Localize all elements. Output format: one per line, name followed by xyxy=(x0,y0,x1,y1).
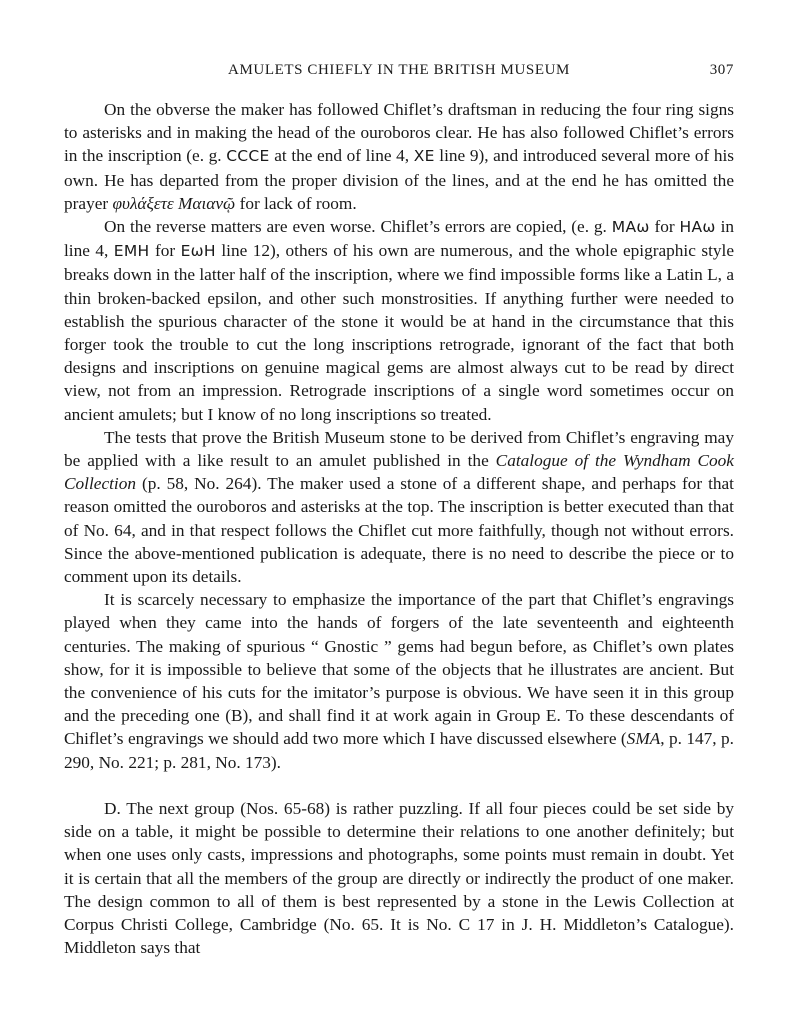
paragraph-chiflet-engravings xyxy=(64,588,734,774)
greek-inscription: CCCE xyxy=(226,147,270,166)
citation-abbrev: SMA xyxy=(626,729,661,749)
text-run: for lack of room. xyxy=(235,193,357,213)
text-run: The tests that prove the British Museum stone to be derived from Chiflet’s engraving may be applied with a like result to an amulet published in the xyxy=(64,427,734,471)
text-run: in line 4, xyxy=(64,217,735,261)
text-run: for xyxy=(149,241,181,261)
paragraph-obverse xyxy=(64,98,734,215)
greek-inscription: XE xyxy=(413,147,435,166)
text-run: (p. 58, No. 264). The maker used a stone of a different shape, and perhaps for that reason omitted the ouroboros and asterisks at the top. The inscription is better executed than that of No. 64, and in that respect follows the Chiflet cut more faithfully, though not without errors. Since the above-mentioned publication is adequate, there is no need to describe the piece or to comment upon its details. xyxy=(64,474,734,587)
running-header xyxy=(64,62,734,86)
page-number: 307 xyxy=(709,62,734,78)
body-text xyxy=(64,98,734,959)
text-run: On the reverse matters are even worse. Chiflet’s errors are copied, (e. g. xyxy=(104,217,612,237)
paragraph-group-d xyxy=(64,797,734,959)
running-title: AMULETS CHIEFLY IN THE BRITISH MUSEUM xyxy=(228,62,570,78)
paragraph-wyndham-cook xyxy=(64,426,734,588)
greek-inscription: EωH xyxy=(180,242,216,261)
text-run: at the end of line 4, xyxy=(269,146,414,166)
text-run: line 12), others of his own are numerous, and the whole epigraphic style breaks down in the latter half of the inscription, where we find impossible forms like a Latin L, a thin broken-backed epsilon, and other such monstrosities. If anything further were needed to establish the spurious character of the stone it would be at hand in the circumstance that this forger took the trouble to cut the long inscriptions retrograde, ignorant of the fact that both designs and inscriptions on genuine magical gems are almost always cut to be read by direct view, not from an impression. Retrograde inscriptions of a single word sometimes occur on ancient amulets; but I know of no long inscriptions so treated. xyxy=(64,241,734,424)
text-run: On the obverse the maker has followed Chiflet’s draftsman in reducing the four ring signs to asterisks and in making the head of the ouroboros clear. He has also followed Chiflet’s errors in the inscription (e. g. xyxy=(64,100,734,166)
catalogue-title: Catalogue of the Wyndham Cook Collection xyxy=(64,451,734,494)
text-run: for xyxy=(649,217,680,237)
greek-inscription: HAω xyxy=(679,218,716,237)
text-run: D. The next group (Nos. 65-68) is rather puzzling. If all four pieces could be set side by side on a table, it might be possible to determine their relations to one another definitely; but when one uses only casts, impressions and photographs, some points must remain in doubt. Yet it is certain that all the members of the group are directly or indirectly the product of one maker. The design common to all of them is best represented by a stone in the Lewis Collection at Corpus Christi College, Cambridge (No. 65. It is No. C 17 in J. H. Middleton’s Catalogue). Middleton says that xyxy=(64,798,734,958)
text-run: , p. 147, p. 290, No. 221; p. 281, No. 173). xyxy=(64,729,735,772)
text-run: line 9), and introduced several more of his own. He has departed from the proper division of the lines, and at the end he has omitted the prayer xyxy=(64,146,734,213)
greek-inscription: MAω xyxy=(611,218,650,237)
paragraph-reverse xyxy=(64,215,734,426)
text-run: It is scarcely necessary to emphasize the importance of the part that Chiflet’s engravings played when they came into the hands of forgers of the late seventeenth and eighteenth centuries. The making of spurious “ Gnostic ” gems had begun before, as Chiflet’s own plates show, for it is impossible to believe that some of the objects that he illustrates are ancient. But the convenience of his cuts for the imitator’s purpose is obvious. We have seen it in this group and the preceding one (B), and shall find it at work again in Group E. To these descendants of Chiflet’s engravings we should add two more which I have discussed elsewhere ( xyxy=(64,590,734,749)
greek-inscription: EMH xyxy=(113,242,150,261)
greek-prayer: φυλάξετε Μαιανῷ xyxy=(112,193,236,213)
